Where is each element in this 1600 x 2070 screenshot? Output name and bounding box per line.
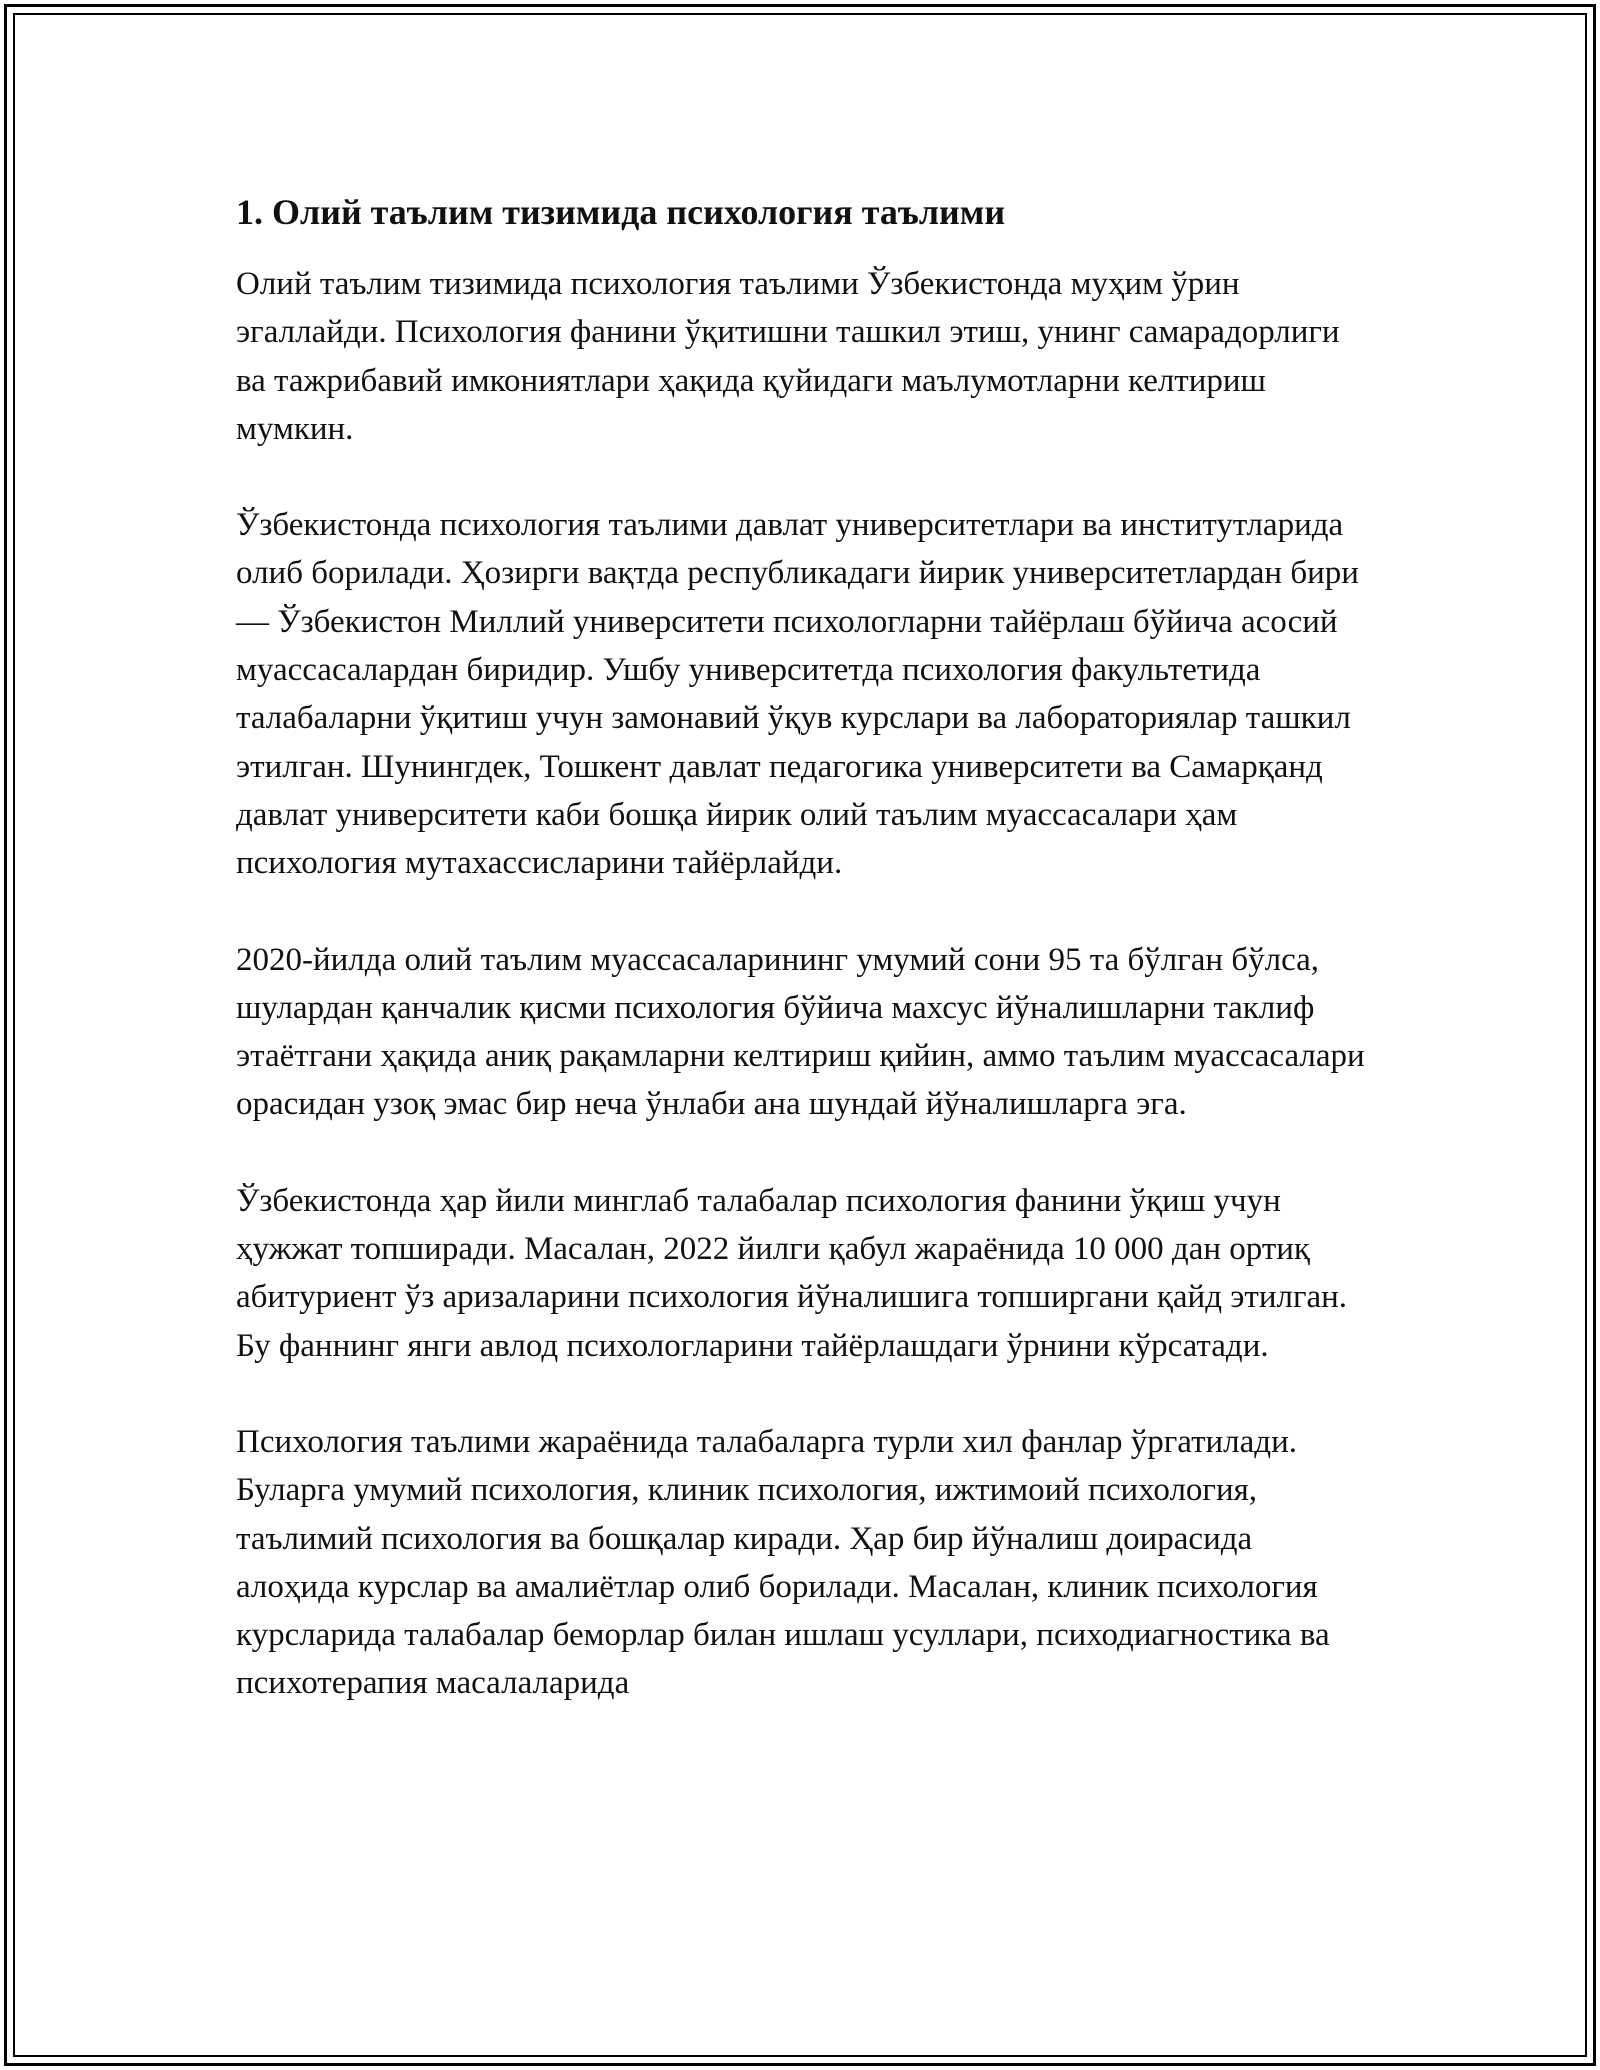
paragraph-curriculum: Психология таълими жараёнида талабаларга турли хил фанлар ўргатилади. Буларга умумий психология, клиник психология, ижтимоий психология, таълимий психология ва бошқалар киради. Ҳар бир йўналиш доирасида алоҳида курслар ва амалиётлар олиб борилади. Масалан, клиник психология курсларида талабалар беморлар билан ишлаш усуллари, психодиагностика ва психотерапия масалаларида xyxy=(236,1423,1330,1702)
section-heading: 1. Олий таълим тизимида психология таълими xyxy=(236,192,1006,232)
document-body xyxy=(236,188,1366,1756)
paragraph-statistics: 2020-йилда олий таълим муассасаларининг умумий сони 95 та бўлган бўлса, шулардан қанчалик қисми психология бўйича махсус йўналишларни таклиф этаётгани ҳақида аниқ рақамларни келтириш қийин, аммо таълим муассасалари орасидан узоқ эмас бир неча ўнлаби ана шундай йўналишларга эга. xyxy=(236,941,1365,1123)
paragraph-universities: Ўзбекистонда психология таълими давлат университетлари ва институтларида олиб борилади. Ҳозирги вақтда республикадаги йирик университетлардан бири — Ўзбекистон Миллий университети психологларни тайёрлаш бўйича асосий муассасалардан биридир. Ушбу университетда психология факультетида талабаларни ўқитиш учун замонавий ўқув курслари ва лабораториялар ташкил этилган. Шунингдек, Тошкент давлат педагогика университети ва Самарқанд давлат университети каби бошқа йирик олий таълим муассасалари ҳам психология мутахассисларини тайёрлайди. xyxy=(236,507,1359,882)
paragraph-intro: Олий таълим тизимида психология таълими Ўзбекистонда муҳим ўрин эгаллайди. Психология фанини ўқитишни ташкил этиш, унинг самарадорлиги ва тажрибавий имкониятлари ҳақида қуйидаги маълумотларни келтириш мумкин. xyxy=(236,266,1340,447)
paragraph-applicants: Ўзбекистонда ҳар йили минглаб талабалар психология фанини ўқиш учун ҳужжат топширади. Масалан, 2022 йилги қабул жараёнида 10 000 дан ортиқ абитуриент ўз аризаларини психология йўналишига топширгани қайд этилган. Бу фаннинг янги авлод психологларини тайёрлашдаги ўрнини кўрсатади. xyxy=(236,1182,1348,1364)
